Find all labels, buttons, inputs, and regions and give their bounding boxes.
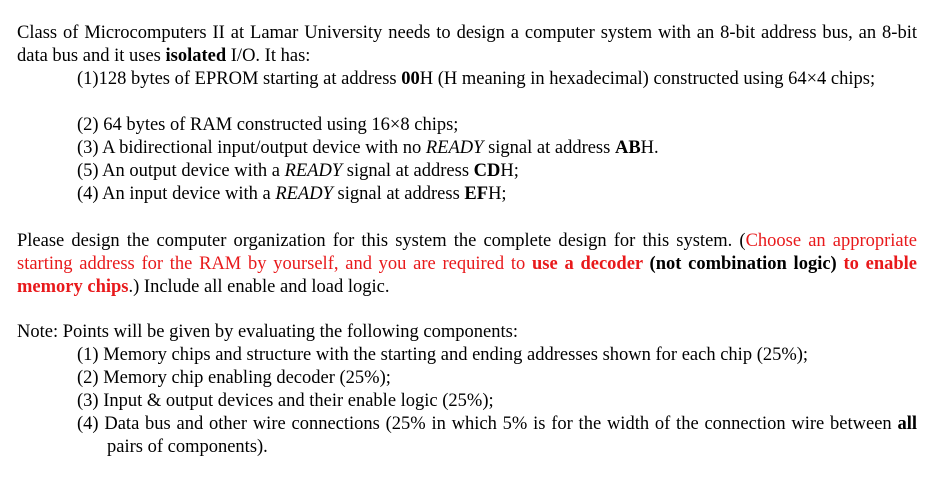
req5-text-a: (5) An output device with a	[77, 161, 285, 181]
note-point-4	[17, 413, 917, 459]
note-intro: Note: Points will be given by evaluating the following components:	[17, 322, 518, 342]
design-text-1: Please design the computer organization for this system the complete design for this system. (	[17, 231, 746, 251]
design-red-text-1: Choose an appropriate starting address for the RAM by yourself, and you are required to	[17, 231, 917, 274]
design-bold-text: (not combination logic)	[642, 254, 837, 274]
requirement-io-device	[17, 137, 917, 160]
requirement-input-device	[17, 183, 917, 206]
design-paragraph	[17, 230, 917, 299]
req5-ready: READY	[284, 161, 343, 181]
note-point-1-text: (1) Memory chips and structure with the starting and ending addresses shown for each chip (25%);	[77, 345, 809, 365]
req5-text-b: signal at address	[342, 161, 474, 181]
req4-text-c: H;	[488, 184, 507, 204]
requirement-ram	[17, 114, 917, 137]
note-point-4-all: all	[897, 414, 917, 434]
intro-paragraph	[17, 22, 917, 68]
note-point-2-text: (2) Memory chip enabling decoder (25%);	[77, 368, 391, 388]
note-heading	[17, 321, 917, 344]
design-red-text-2: to enable memory chips	[17, 254, 918, 297]
req3-address: AB	[614, 138, 641, 158]
req2-text: (2) 64 bytes of RAM constructed using 16×8 chips;	[77, 115, 459, 135]
note-point-4-text-b: pairs of components).	[107, 437, 268, 457]
isolated-keyword: isolated	[165, 46, 227, 66]
req1-text-c: H (H meaning in hexadecimal) constructed using 64×4 chips;	[419, 69, 876, 89]
note-point-3-text: (3) Input & output devices and their enable logic (25%);	[77, 391, 494, 411]
design-red-bold: use a decoder	[532, 254, 643, 274]
intro-text-2: I/O. It has:	[226, 46, 311, 66]
note-point-2	[17, 367, 917, 390]
req1-address: 00	[401, 69, 420, 89]
requirement-eprom	[17, 68, 917, 91]
req3-ready: READY	[425, 138, 484, 158]
req4-ready: READY	[275, 184, 333, 204]
req1-text-a: (1)128 bytes of EPROM starting at address	[77, 69, 402, 89]
req3-text-a: (3) A bidirectional input/output device with no	[77, 138, 426, 158]
note-point-3	[17, 390, 917, 413]
req3-text-c: H.	[640, 138, 659, 158]
req5-text-c: H;	[500, 161, 519, 181]
note-point-4-text-a: (4) Data bus and other wire connections (25% in which 5% is for the width of the connection wire between	[77, 414, 898, 434]
design-text-2: .) Include all enable and load logic.	[128, 277, 390, 297]
req4-text-a: (4) An input device with a	[77, 184, 276, 204]
req4-address: EF	[464, 184, 489, 204]
intro-text-1: Class of Microcomputers II at Lamar University needs to design a computer system with an 8-bit address bus, an 8-bit data bus and it uses	[17, 23, 917, 66]
note-point-1	[17, 344, 917, 367]
req4-text-b: signal at address	[332, 184, 465, 204]
requirement-output-device	[17, 160, 917, 183]
req5-address: CD	[473, 161, 501, 181]
req3-text-b: signal at address	[483, 138, 615, 158]
